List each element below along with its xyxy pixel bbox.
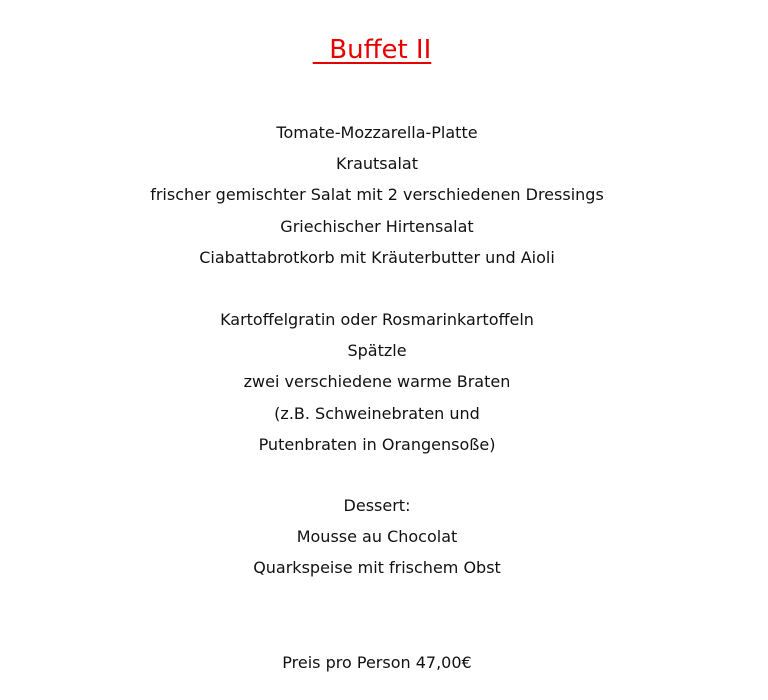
price-line <box>0 647 754 678</box>
menu-item: Ciabattabrotkorb mit Kräuterbutter und Aioli <box>199 247 555 267</box>
menu-item: Putenbraten in Orangensoße) <box>258 434 496 454</box>
menu-title <box>0 33 744 67</box>
salad-section <box>0 117 754 273</box>
menu-item: Tomate-Mozzarella-Platte <box>276 123 478 142</box>
menu-item: Mousse au Chocolat <box>296 527 458 547</box>
dessert-section <box>0 490 754 584</box>
menu-item: Griechischer Hirtensalat <box>280 216 474 236</box>
menu-item: zwei verschiedene warme Braten <box>243 372 511 392</box>
dessert-heading: Dessert: <box>343 496 411 515</box>
main-course-section <box>0 304 754 460</box>
price-text: Preis pro Person 47,00€ <box>282 653 472 672</box>
menu-item: (z.B. Schweinebraten und <box>274 403 480 423</box>
menu-item: Spätzle <box>347 341 407 361</box>
menu-item: Krautsalat <box>336 154 418 174</box>
menu-item: Kartoffelgratin oder Rosmarinkartoffeln <box>220 310 534 329</box>
menu-item: Quarkspeise mit frischem Obst <box>253 558 501 578</box>
menu-title-text: Buffet II <box>312 35 432 65</box>
menu-item: frischer gemischter Salat mit 2 verschiedenen Dressings <box>150 185 604 205</box>
